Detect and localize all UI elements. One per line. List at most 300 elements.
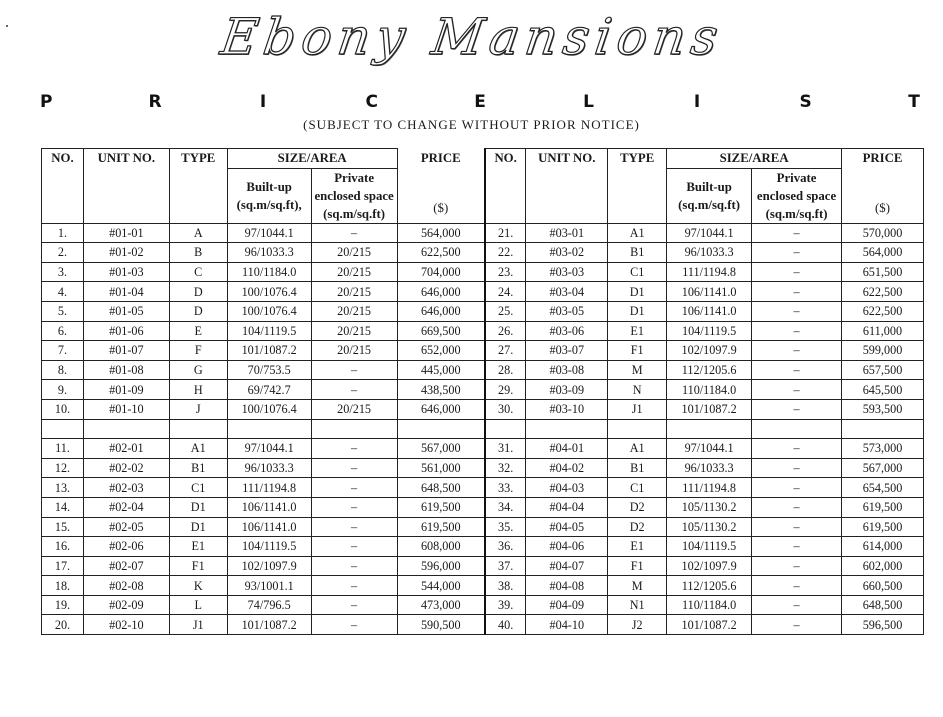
cell-unit-left: #01-08	[83, 360, 169, 380]
heading-letter: I	[693, 92, 701, 112]
cell-type-left: L	[169, 595, 227, 615]
cell-unit-left: #01-09	[83, 380, 169, 400]
cell-unit-left: #01-04	[83, 282, 169, 302]
cell-price-right: 619,500	[842, 517, 924, 537]
cell-builtup-right: 111/1194.8	[667, 262, 752, 282]
cell-no-left: 17.	[42, 556, 84, 576]
cell-private-left: 20/215	[311, 243, 397, 263]
col-no-right: NO.	[485, 149, 526, 224]
cell-builtup-right: 104/1119.5	[667, 537, 752, 557]
cell-private-right: –	[752, 615, 842, 635]
cell-private-left: 20/215	[311, 341, 397, 361]
cell-type-left: D	[169, 301, 227, 321]
cell-no-right: 38.	[485, 576, 526, 596]
cell-private-left: –	[311, 517, 397, 537]
table-row	[42, 458, 924, 478]
cell-no-right: 23.	[485, 262, 526, 282]
cell-price-right: 622,500	[842, 282, 924, 302]
separator-cell	[608, 419, 667, 439]
cell-no-right: 37.	[485, 556, 526, 576]
cell-type-left: B	[169, 243, 227, 263]
cell-builtup-left: 97/1044.1	[227, 439, 311, 459]
cell-unit-right: #04-03	[526, 478, 608, 498]
cell-type-right: N1	[608, 595, 667, 615]
cell-type-left: F	[169, 341, 227, 361]
cell-unit-left: #02-07	[83, 556, 169, 576]
cell-builtup-left: 69/742.7	[227, 380, 311, 400]
cell-unit-left: #02-09	[83, 595, 169, 615]
cell-price-left: 646,000	[397, 301, 485, 321]
col-unit-no-right: UNIT NO.	[526, 149, 608, 224]
cell-price-right: 570,000	[842, 223, 924, 243]
cell-private-right: –	[752, 399, 842, 419]
table-row	[42, 478, 924, 498]
cell-builtup-left: 97/1044.1	[227, 223, 311, 243]
cell-private-left: 20/215	[311, 321, 397, 341]
page-title: Ebony Mansions	[217, 8, 728, 66]
col-private-right: Private enclosed space (sq.m/sq.ft)	[752, 168, 842, 223]
col-type: TYPE	[169, 149, 227, 224]
separator-cell	[397, 419, 485, 439]
cell-unit-right: #03-09	[526, 380, 608, 400]
cell-no-right: 22.	[485, 243, 526, 263]
table-row	[42, 556, 924, 576]
cell-price-right: 602,000	[842, 556, 924, 576]
cell-type-left: K	[169, 576, 227, 596]
col-price-right: PRICE	[842, 149, 924, 169]
cell-unit-right: #03-02	[526, 243, 608, 263]
cell-no-left: 19.	[42, 595, 84, 615]
cell-price-left: 619,500	[397, 497, 485, 517]
cell-private-left: 20/215	[311, 301, 397, 321]
table-row	[42, 380, 924, 400]
cell-unit-right: #04-07	[526, 556, 608, 576]
header-row	[42, 149, 924, 169]
cell-builtup-left: 106/1141.0	[227, 517, 311, 537]
separator-cell	[842, 419, 924, 439]
cell-price-right: 660,500	[842, 576, 924, 596]
cell-builtup-right: 110/1184.0	[667, 380, 752, 400]
cell-no-right: 21.	[485, 223, 526, 243]
cell-builtup-right: 106/1141.0	[667, 282, 752, 302]
cell-unit-right: #03-07	[526, 341, 608, 361]
heading-letter: S	[799, 92, 812, 112]
cell-price-right: 648,500	[842, 595, 924, 615]
cell-unit-left: #01-01	[83, 223, 169, 243]
cell-builtup-right: 105/1130.2	[667, 517, 752, 537]
cell-unit-left: #01-06	[83, 321, 169, 341]
cell-unit-right: #03-06	[526, 321, 608, 341]
cell-price-right: 564,000	[842, 243, 924, 263]
cell-no-left: 11.	[42, 439, 84, 459]
heading-letter: T	[908, 92, 920, 112]
cell-price-left: 590,500	[397, 615, 485, 635]
cell-type-right: D1	[608, 301, 667, 321]
cell-unit-right: #04-10	[526, 615, 608, 635]
cell-unit-left: #02-04	[83, 497, 169, 517]
col-price-unit: ($)	[397, 168, 485, 223]
cell-builtup-right: 101/1087.2	[667, 399, 752, 419]
cell-builtup-left: 111/1194.8	[227, 478, 311, 498]
table-row	[42, 537, 924, 557]
cell-private-left: –	[311, 576, 397, 596]
col-unit-no: UNIT NO.	[83, 149, 169, 224]
heading-letter: C	[365, 92, 378, 112]
separator-cell	[169, 419, 227, 439]
cell-type-left: C	[169, 262, 227, 282]
cell-private-right: –	[752, 282, 842, 302]
cell-no-right: 25.	[485, 301, 526, 321]
table-body	[42, 223, 924, 634]
cell-private-right: –	[752, 556, 842, 576]
cell-type-right: F1	[608, 341, 667, 361]
cell-no-left: 3.	[42, 262, 84, 282]
cell-unit-right: #03-01	[526, 223, 608, 243]
separator-cell	[83, 419, 169, 439]
cell-unit-left: #01-02	[83, 243, 169, 263]
cell-no-left: 16.	[42, 537, 84, 557]
table-row	[42, 360, 924, 380]
cell-unit-right: #04-08	[526, 576, 608, 596]
cell-private-left: –	[311, 380, 397, 400]
cell-private-left: –	[311, 458, 397, 478]
cell-private-right: –	[752, 301, 842, 321]
cell-no-left: 2.	[42, 243, 84, 263]
price-table	[41, 148, 924, 635]
cell-no-right: 35.	[485, 517, 526, 537]
cell-price-right: 651,500	[842, 262, 924, 282]
table-row	[42, 321, 924, 341]
cell-builtup-left: 101/1087.2	[227, 615, 311, 635]
table-row	[42, 341, 924, 361]
cell-type-right: J2	[608, 615, 667, 635]
cell-builtup-left: 96/1033.3	[227, 458, 311, 478]
cell-no-right: 24.	[485, 282, 526, 302]
cell-unit-right: #03-03	[526, 262, 608, 282]
cell-price-left: 596,000	[397, 556, 485, 576]
cell-price-left: 608,000	[397, 537, 485, 557]
cell-private-left: –	[311, 556, 397, 576]
col-size-area: SIZE/AREA	[227, 149, 397, 169]
cell-no-left: 8.	[42, 360, 84, 380]
cell-price-left: 544,000	[397, 576, 485, 596]
block-separator	[42, 419, 924, 439]
cell-builtup-left: 100/1076.4	[227, 301, 311, 321]
cell-no-right: 32.	[485, 458, 526, 478]
cell-type-right: A1	[608, 439, 667, 459]
separator-cell	[311, 419, 397, 439]
cell-unit-right: #03-08	[526, 360, 608, 380]
cell-price-right: 611,000	[842, 321, 924, 341]
cell-price-right: 573,000	[842, 439, 924, 459]
cell-builtup-left: 70/753.5	[227, 360, 311, 380]
cell-builtup-left: 104/1119.5	[227, 537, 311, 557]
cell-price-right: 654,500	[842, 478, 924, 498]
cell-price-right: 619,500	[842, 497, 924, 517]
cell-private-left: –	[311, 223, 397, 243]
cell-no-right: 31.	[485, 439, 526, 459]
cell-private-right: –	[752, 497, 842, 517]
table-row	[42, 517, 924, 537]
cell-builtup-right: 102/1097.9	[667, 341, 752, 361]
heading-letter: I	[259, 92, 267, 112]
cell-price-left: 646,000	[397, 282, 485, 302]
heading-letter: E	[474, 92, 486, 112]
cell-no-right: 30.	[485, 399, 526, 419]
cell-private-right: –	[752, 341, 842, 361]
cell-no-right: 40.	[485, 615, 526, 635]
cell-no-left: 18.	[42, 576, 84, 596]
cell-type-right: D2	[608, 497, 667, 517]
cell-unit-left: #02-03	[83, 478, 169, 498]
cell-no-left: 4.	[42, 282, 84, 302]
separator-cell	[526, 419, 608, 439]
cell-unit-right: #04-01	[526, 439, 608, 459]
col-size-area-right: SIZE/AREA	[667, 149, 842, 169]
cell-unit-right: #04-02	[526, 458, 608, 478]
cell-no-right: 28.	[485, 360, 526, 380]
cell-private-right: –	[752, 439, 842, 459]
cell-private-left: 20/215	[311, 282, 397, 302]
cell-price-right: 593,500	[842, 399, 924, 419]
separator-cell	[752, 419, 842, 439]
cell-no-left: 6.	[42, 321, 84, 341]
cell-type-right: B1	[608, 458, 667, 478]
cell-unit-right: #04-09	[526, 595, 608, 615]
cell-price-right: 599,000	[842, 341, 924, 361]
cell-no-left: 5.	[42, 301, 84, 321]
cell-builtup-left: 96/1033.3	[227, 243, 311, 263]
cell-private-right: –	[752, 360, 842, 380]
cell-no-left: 14.	[42, 497, 84, 517]
col-private: Private enclosed space (sq.m/sq.ft)	[311, 168, 397, 223]
cell-no-left: 10.	[42, 399, 84, 419]
table-row	[42, 595, 924, 615]
cell-private-right: –	[752, 321, 842, 341]
cell-no-right: 34.	[485, 497, 526, 517]
table-row	[42, 262, 924, 282]
heading-letter: P	[40, 92, 53, 112]
cell-builtup-right: 101/1087.2	[667, 615, 752, 635]
cell-type-right: D2	[608, 517, 667, 537]
separator-cell	[42, 419, 84, 439]
cell-unit-right: #04-05	[526, 517, 608, 537]
col-price-unit-right: ($)	[842, 168, 924, 223]
cell-type-right: B1	[608, 243, 667, 263]
cell-no-left: 9.	[42, 380, 84, 400]
cell-type-right: F1	[608, 556, 667, 576]
separator-cell	[667, 419, 752, 439]
cell-no-right: 36.	[485, 537, 526, 557]
cell-unit-left: #01-07	[83, 341, 169, 361]
cell-private-right: –	[752, 458, 842, 478]
cell-unit-right: #03-10	[526, 399, 608, 419]
cell-no-left: 13.	[42, 478, 84, 498]
cell-price-right: 596,500	[842, 615, 924, 635]
col-built-up-right: Built-up (sq.m/sq.ft)	[667, 168, 752, 223]
table-row	[42, 615, 924, 635]
cell-price-left: 704,000	[397, 262, 485, 282]
cell-private-left: –	[311, 360, 397, 380]
col-no: NO.	[42, 149, 84, 224]
cell-builtup-right: 104/1119.5	[667, 321, 752, 341]
cell-private-right: –	[752, 243, 842, 263]
cell-price-left: 646,000	[397, 399, 485, 419]
cell-builtup-right: 97/1044.1	[667, 439, 752, 459]
cell-type-left: J	[169, 399, 227, 419]
cell-builtup-left: 104/1119.5	[227, 321, 311, 341]
cell-builtup-right: 111/1194.8	[667, 478, 752, 498]
cell-private-left: 20/215	[311, 262, 397, 282]
cell-builtup-right: 96/1033.3	[667, 458, 752, 478]
subtitle: (SUBJECT TO CHANGE WITHOUT PRIOR NOTICE)	[303, 117, 640, 132]
cell-price-right: 622,500	[842, 301, 924, 321]
cell-builtup-right: 96/1033.3	[667, 243, 752, 263]
cell-builtup-right: 106/1141.0	[667, 301, 752, 321]
col-type-right: TYPE	[608, 149, 667, 224]
cell-price-left: 473,000	[397, 595, 485, 615]
cell-builtup-right: 112/1205.6	[667, 576, 752, 596]
cell-no-left: 20.	[42, 615, 84, 635]
cell-unit-left: #02-10	[83, 615, 169, 635]
heading-letter: L	[583, 92, 594, 112]
cell-price-left: 622,500	[397, 243, 485, 263]
cell-type-right: E1	[608, 537, 667, 557]
cell-price-left: 561,000	[397, 458, 485, 478]
cell-price-left: 567,000	[397, 439, 485, 459]
cell-type-right: N	[608, 380, 667, 400]
cell-unit-left: #02-05	[83, 517, 169, 537]
cell-builtup-left: 110/1184.0	[227, 262, 311, 282]
table-row	[42, 243, 924, 263]
table-row	[42, 576, 924, 596]
cell-builtup-right: 97/1044.1	[667, 223, 752, 243]
cell-unit-right: #04-06	[526, 537, 608, 557]
cell-builtup-left: 93/1001.1	[227, 576, 311, 596]
cell-type-right: J1	[608, 399, 667, 419]
cell-no-left: 15.	[42, 517, 84, 537]
cell-type-right: C1	[608, 262, 667, 282]
cell-type-left: A1	[169, 439, 227, 459]
cell-private-right: –	[752, 576, 842, 596]
cell-type-left: E1	[169, 537, 227, 557]
cell-private-left: –	[311, 615, 397, 635]
cell-private-left: –	[311, 478, 397, 498]
cell-price-left: 669,500	[397, 321, 485, 341]
cell-private-right: –	[752, 223, 842, 243]
cell-type-right: C1	[608, 478, 667, 498]
cell-price-left: 648,500	[397, 478, 485, 498]
cell-builtup-left: 102/1097.9	[227, 556, 311, 576]
cell-private-left: –	[311, 537, 397, 557]
cell-type-right: D1	[608, 282, 667, 302]
cell-type-right: M	[608, 360, 667, 380]
cell-unit-left: #02-02	[83, 458, 169, 478]
cell-price-left: 652,000	[397, 341, 485, 361]
cell-private-left: 20/215	[311, 399, 397, 419]
cell-price-right: 614,000	[842, 537, 924, 557]
cell-unit-left: #02-06	[83, 537, 169, 557]
separator-cell	[485, 419, 526, 439]
separator-cell	[227, 419, 311, 439]
price-list-heading	[40, 92, 920, 112]
heading-letter: R	[148, 92, 162, 112]
cell-unit-left: #02-08	[83, 576, 169, 596]
cell-type-left: C1	[169, 478, 227, 498]
cell-price-right: 645,500	[842, 380, 924, 400]
table-row	[42, 301, 924, 321]
cell-no-right: 26.	[485, 321, 526, 341]
cell-builtup-right: 105/1130.2	[667, 497, 752, 517]
cell-price-right: 567,000	[842, 458, 924, 478]
cell-private-left: –	[311, 497, 397, 517]
col-built-up: Built-up (sq.m/sq.ft),	[227, 168, 311, 223]
cell-type-right: M	[608, 576, 667, 596]
cell-builtup-left: 101/1087.2	[227, 341, 311, 361]
cell-type-left: D1	[169, 517, 227, 537]
cell-builtup-left: 106/1141.0	[227, 497, 311, 517]
cell-builtup-right: 112/1205.6	[667, 360, 752, 380]
cell-builtup-left: 100/1076.4	[227, 282, 311, 302]
cell-private-left: –	[311, 439, 397, 459]
cell-no-right: 39.	[485, 595, 526, 615]
cell-private-right: –	[752, 537, 842, 557]
cell-price-left: 564,000	[397, 223, 485, 243]
cell-type-left: H	[169, 380, 227, 400]
cell-unit-right: #03-04	[526, 282, 608, 302]
cell-no-left: 1.	[42, 223, 84, 243]
cell-unit-right: #03-05	[526, 301, 608, 321]
cell-no-left: 7.	[42, 341, 84, 361]
cell-unit-right: #04-04	[526, 497, 608, 517]
cell-builtup-right: 110/1184.0	[667, 595, 752, 615]
cell-price-left: 619,500	[397, 517, 485, 537]
table-row	[42, 223, 924, 243]
cell-private-right: –	[752, 478, 842, 498]
cell-unit-left: #01-03	[83, 262, 169, 282]
cell-type-left: D	[169, 282, 227, 302]
cell-type-left: A	[169, 223, 227, 243]
cell-private-left: –	[311, 595, 397, 615]
cell-no-right: 33.	[485, 478, 526, 498]
table-row	[42, 497, 924, 517]
cell-type-left: E	[169, 321, 227, 341]
col-price: PRICE	[397, 149, 485, 169]
cell-type-left: J1	[169, 615, 227, 635]
cell-no-right: 27.	[485, 341, 526, 361]
cell-price-right: 657,500	[842, 360, 924, 380]
cell-builtup-left: 100/1076.4	[227, 399, 311, 419]
cell-type-left: F1	[169, 556, 227, 576]
cell-builtup-left: 74/796.5	[227, 595, 311, 615]
cell-no-right: 29.	[485, 380, 526, 400]
cell-private-right: –	[752, 517, 842, 537]
cell-type-left: B1	[169, 458, 227, 478]
cell-unit-left: #01-05	[83, 301, 169, 321]
cell-builtup-right: 102/1097.9	[667, 556, 752, 576]
table-row	[42, 282, 924, 302]
cell-private-right: –	[752, 262, 842, 282]
cell-no-left: 12.	[42, 458, 84, 478]
cell-type-right: E1	[608, 321, 667, 341]
cell-price-left: 445,000	[397, 360, 485, 380]
table-row	[42, 399, 924, 419]
cell-type-left: D1	[169, 497, 227, 517]
cell-unit-left: #01-10	[83, 399, 169, 419]
cell-private-right: –	[752, 380, 842, 400]
cell-type-left: G	[169, 360, 227, 380]
cell-unit-left: #02-01	[83, 439, 169, 459]
